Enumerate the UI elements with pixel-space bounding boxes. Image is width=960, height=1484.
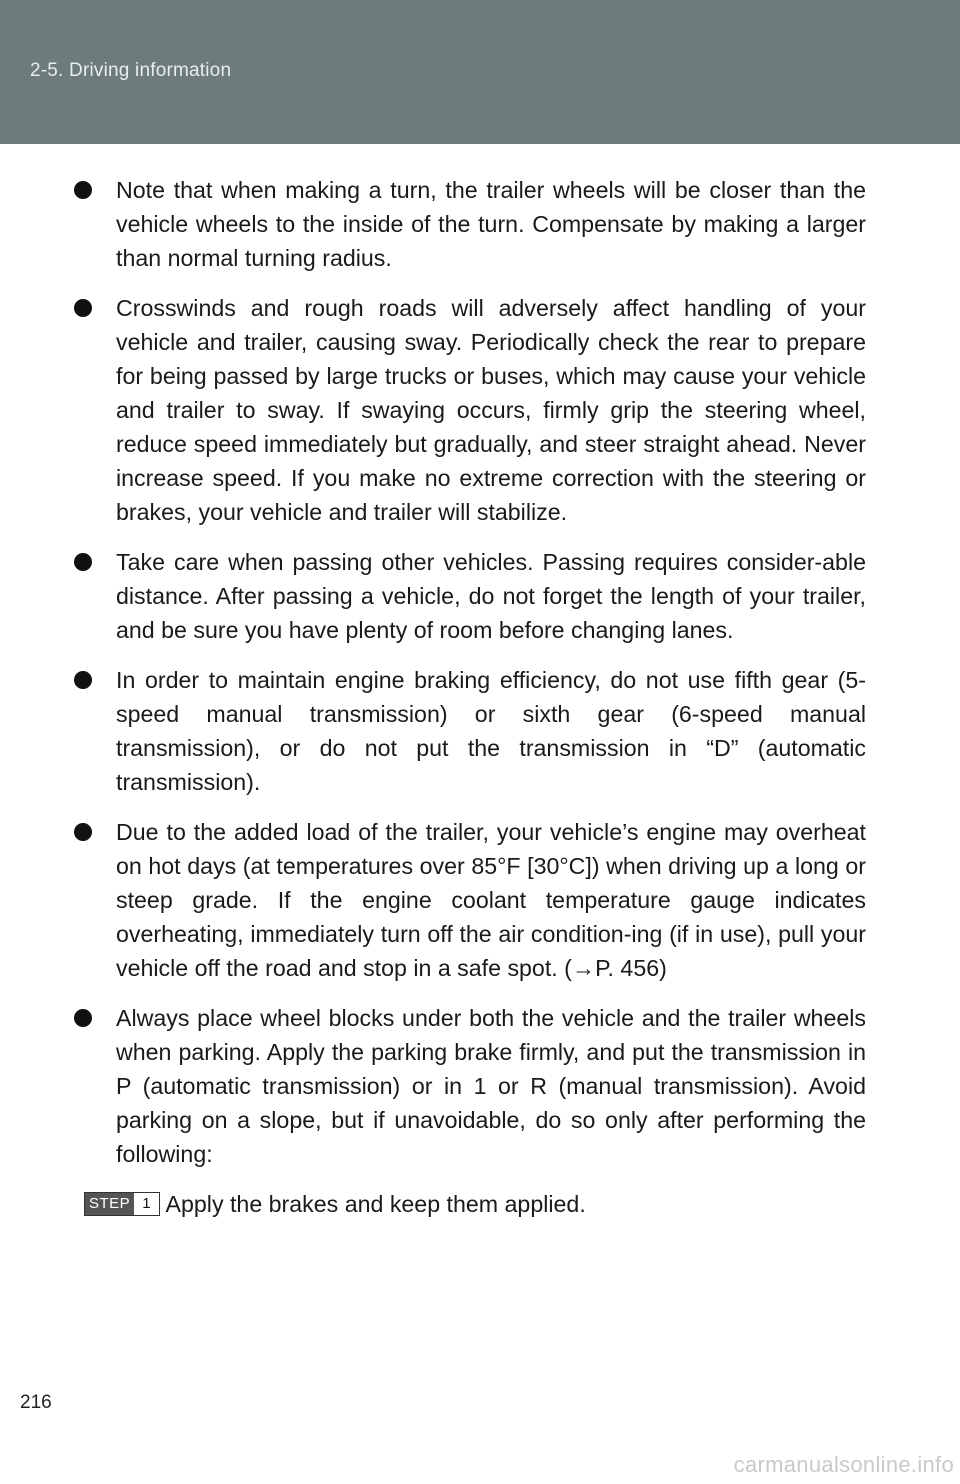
step-badge	[84, 1192, 160, 1216]
step-label: STEP	[85, 1193, 134, 1215]
bullet-item	[74, 663, 866, 799]
page-number: 216	[20, 1392, 52, 1413]
bullet-item	[74, 173, 866, 275]
step-instruction	[74, 1187, 866, 1221]
bullet-dot-icon	[74, 1009, 92, 1027]
page-content	[74, 173, 866, 1221]
bullet-dot-icon	[74, 299, 92, 317]
bullet-item	[74, 291, 866, 529]
bullet-text: In order to maintain engine braking efficiency, do not use fifth gear (5-speed manual transmission) or sixth gear (6-speed manual transmission), or do not put the transmission in “D” (automatic transmission).	[116, 667, 866, 795]
bullet-text: Take care when passing other vehicles. Passing requires consider-able distance. After passing a vehicle, do not forget the length of your trailer, and be sure you have plenty of room before changing lanes.	[116, 549, 866, 643]
watermark: carmanualsonline.info	[733, 1452, 954, 1477]
bullet-item	[74, 1001, 866, 1171]
bullet-dot-icon	[74, 181, 92, 199]
bullet-dot-icon	[74, 553, 92, 571]
bullet-text: Note that when making a turn, the trailer wheels will be closer than the vehicle wheels to the inside of the turn. Compensate by making a larger than normal turning radius.	[116, 177, 866, 271]
bullet-item	[74, 545, 866, 647]
section-header	[0, 0, 960, 144]
step-number: 1	[134, 1193, 158, 1215]
bullet-text: Always place wheel blocks under both the vehicle and the trailer wheels when parking. Apply the parking brake firmly, and put the transmission in P (automatic transmission) or in 1 or R (manual transmission). Avoid parking on a slope, but if unavoidable, do so only after performing the following:	[116, 1005, 866, 1167]
bullet-dot-icon	[74, 671, 92, 689]
bullet-text: Crosswinds and rough roads will adversely affect handling of your vehicle and trailer, causing sway. Periodically check the rear to prepare for being passed by large trucks or buses, which may cause your vehicle and trailer to sway. If swaying occurs, firmly grip the steering wheel, reduce speed immediately but gradually, and steer straight ahead. Never increase speed. If you make no extreme correction with the steering or brakes, your vehicle and trailer will stabilize.	[116, 295, 866, 525]
step-text: Apply the brakes and keep them applied.	[165, 1191, 586, 1217]
section-title: 2-5. Driving information	[30, 60, 232, 81]
bullet-item	[74, 815, 866, 985]
bullet-text: Due to the added load of the trailer, your vehicle’s engine may overheat on hot days (at temperatures over 85°F [30°C]) when driving up a long or steep grade. If the engine coolant temperature gauge indicates overheating, immediately turn off the air condition-ing (if in use), pull your vehicle off the road and stop in a safe spot. (→P. 456)	[116, 819, 866, 981]
bullet-dot-icon	[74, 823, 92, 841]
